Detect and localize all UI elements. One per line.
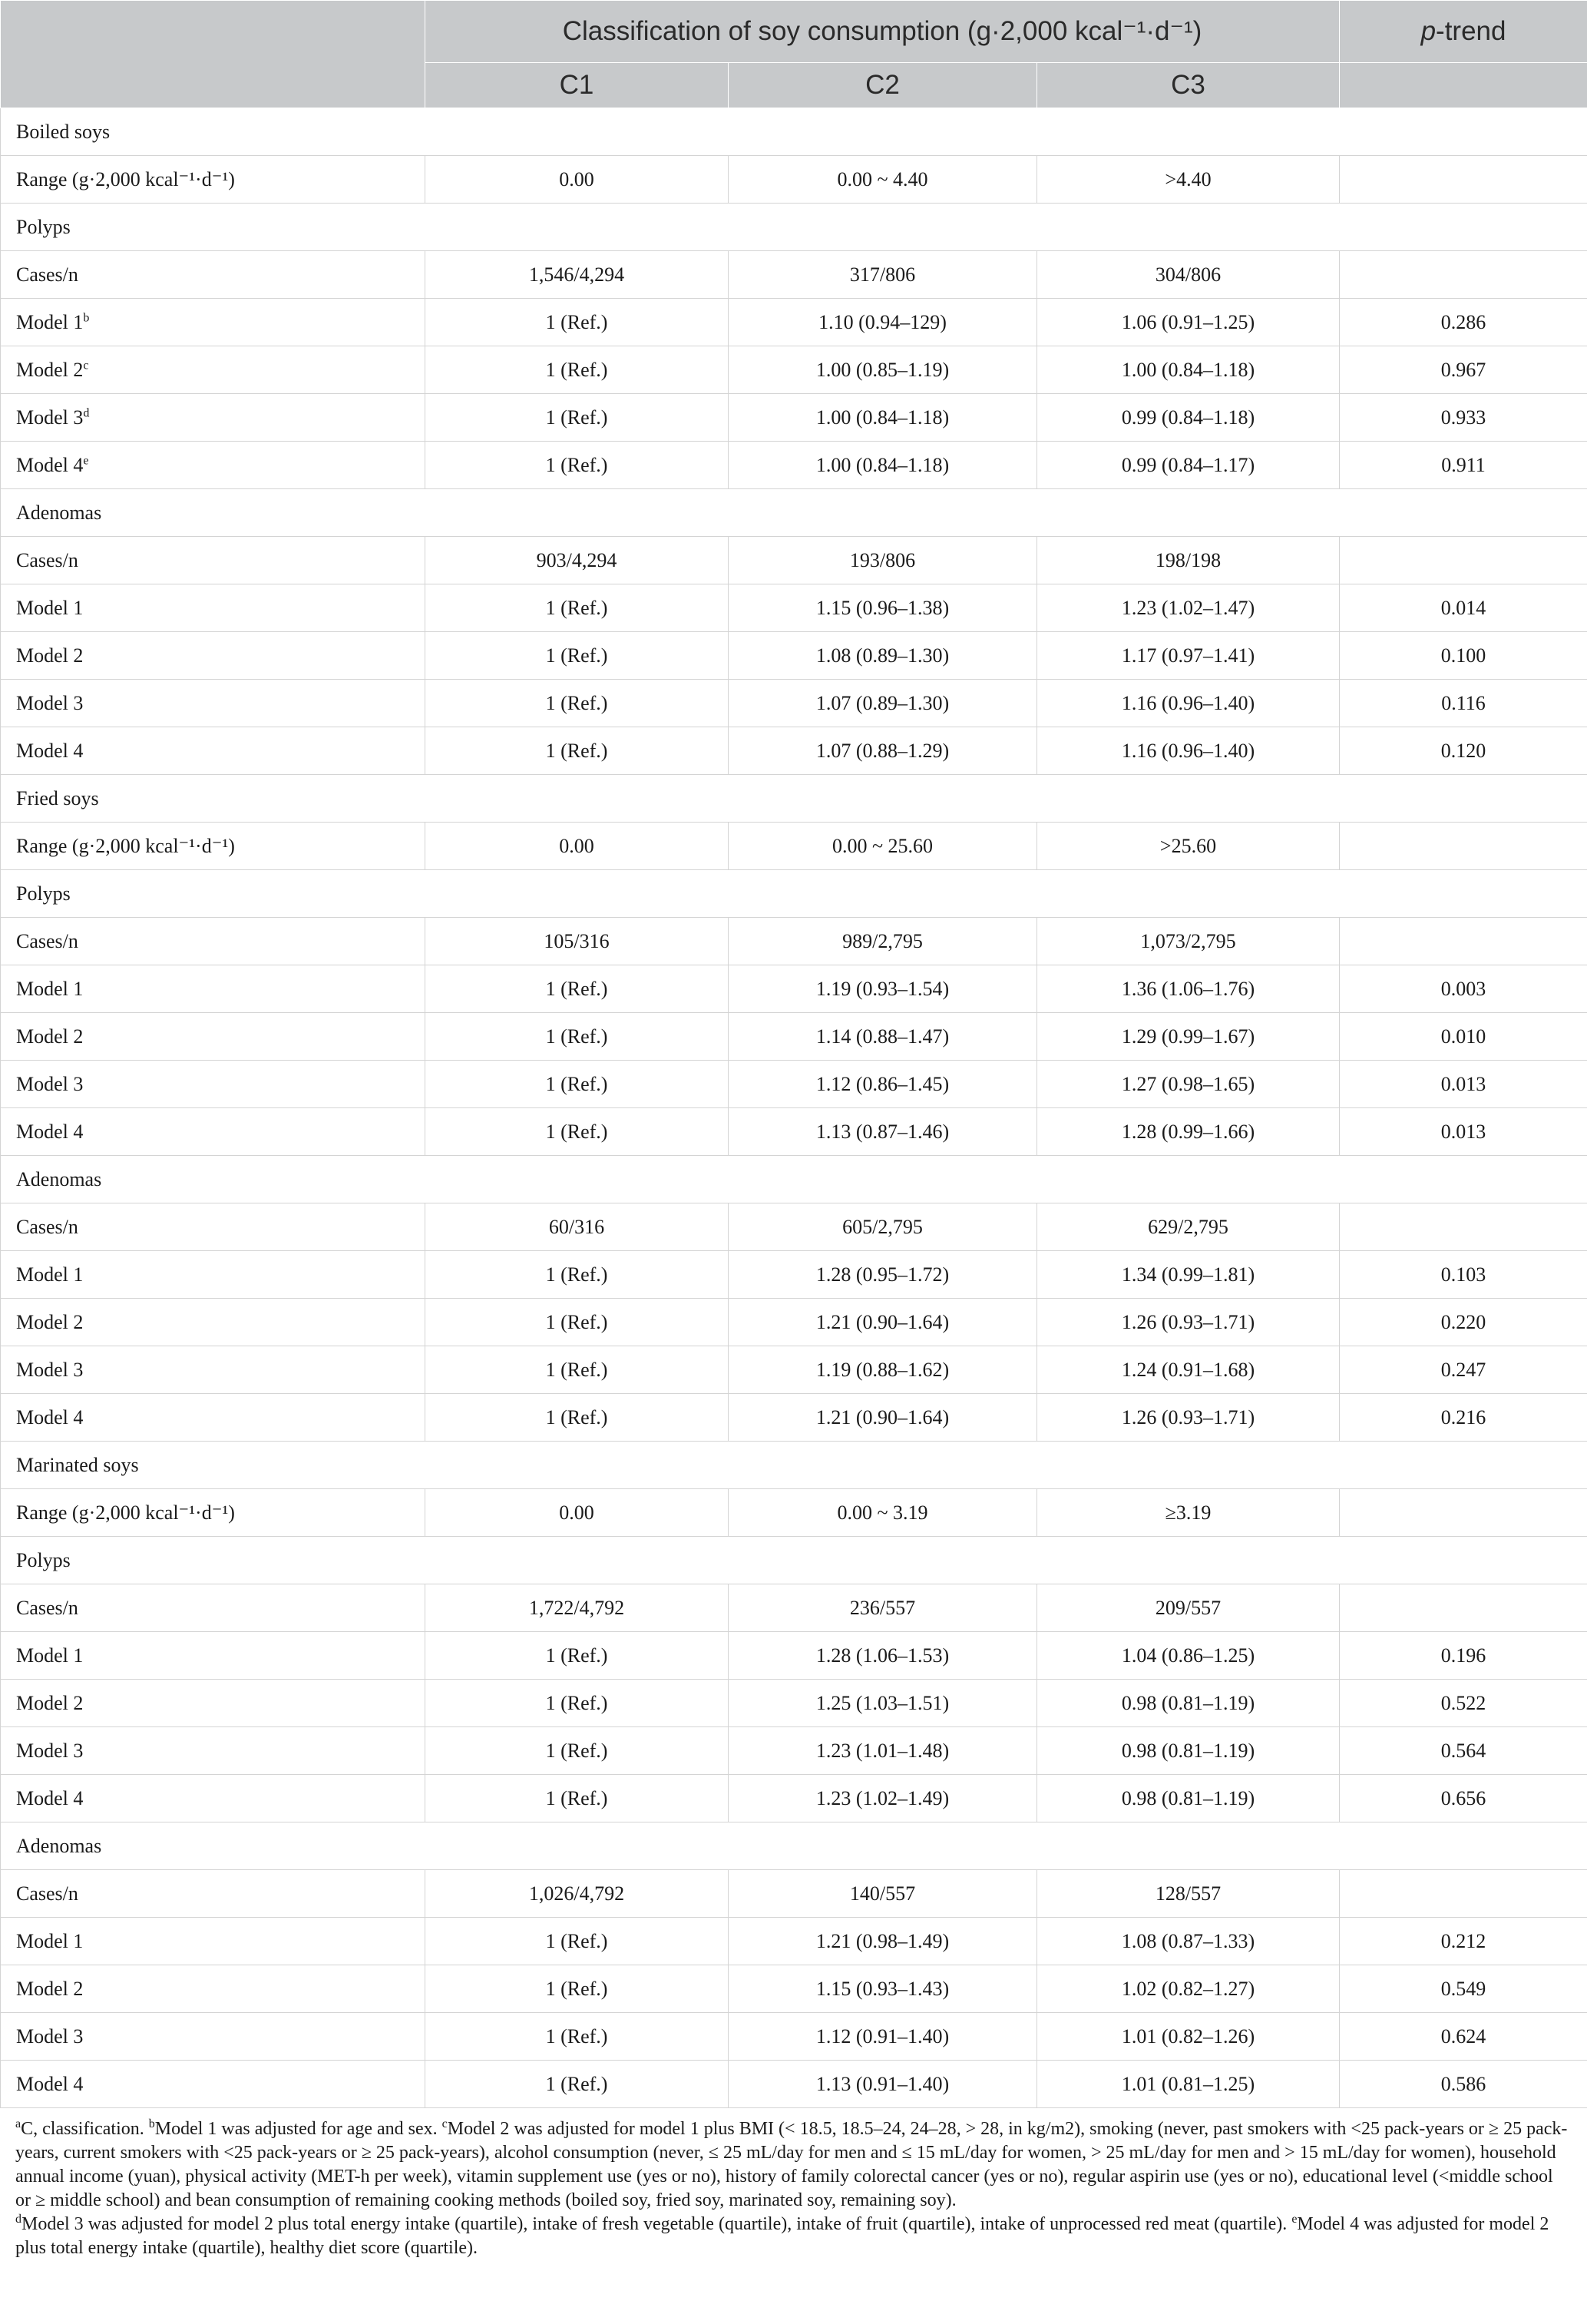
cell-c3: 1.17 (0.97–1.41): [1037, 632, 1340, 680]
table-row: [1, 1870, 1587, 1918]
cell-c2: 140/557: [729, 1870, 1037, 1918]
cell-c1: 0.00: [425, 1489, 729, 1537]
cell-c3: 1.26 (0.93–1.71): [1037, 1394, 1340, 1442]
row-label: [1, 1346, 425, 1394]
table-row: [1, 965, 1587, 1013]
cell-p-trend: 0.967: [1340, 346, 1587, 394]
table-row: [1, 1346, 1587, 1394]
table-row: [1, 680, 1587, 727]
cell-c2: 317/806: [729, 251, 1037, 299]
cell-c2: 193/806: [729, 537, 1037, 584]
row-label: [1, 346, 425, 394]
group-row: [1, 1537, 1587, 1584]
cell-c3: 1.29 (0.99–1.67): [1037, 1013, 1340, 1061]
cell-c1: 1 (Ref.): [425, 1680, 729, 1727]
row-label-text: Cases/n: [16, 1215, 78, 1238]
cell-c1: 60/316: [425, 1203, 729, 1251]
footnote-marker: b: [83, 310, 90, 324]
cell-c2: 1.00 (0.84–1.18): [729, 442, 1037, 489]
range-row: [1, 156, 1587, 204]
cell-c3: 1.00 (0.84–1.18): [1037, 346, 1340, 394]
cell-c1: 1 (Ref.): [425, 584, 729, 632]
cell-p-trend: 0.522: [1340, 1680, 1587, 1727]
cell-c1: 1 (Ref.): [425, 394, 729, 442]
cell-c3: 1.34 (0.99–1.81): [1037, 1251, 1340, 1299]
cell-c3: 1.27 (0.98–1.65): [1037, 1061, 1340, 1108]
cell-c1: 1 (Ref.): [425, 1299, 729, 1346]
table-row: [1, 1013, 1587, 1061]
row-label-text: Model 1: [16, 310, 84, 333]
section-label: Adenomas: [1, 1156, 1587, 1203]
cell-c3: 0.99 (0.84–1.17): [1037, 442, 1340, 489]
cell-c2: 236/557: [729, 1584, 1037, 1632]
cell-c2: 1.19 (0.88–1.62): [729, 1346, 1037, 1394]
cell-c3: 198/198: [1037, 537, 1340, 584]
cell-c3: 1.08 (0.87–1.33): [1037, 1918, 1340, 1965]
cell-c3: 1.28 (0.99–1.66): [1037, 1108, 1340, 1156]
table-row: [1, 1775, 1587, 1822]
cell-p-trend: 0.286: [1340, 299, 1587, 346]
cell-p-trend: [1340, 537, 1587, 584]
row-label: [1, 1870, 425, 1918]
cell-c1: 1 (Ref.): [425, 1965, 729, 2013]
cell-p-trend: [1340, 1584, 1587, 1632]
cell-c2: 1.12 (0.86–1.45): [729, 1061, 1037, 1108]
header-c2: C2: [729, 63, 1037, 108]
footnote-paragraph: [15, 2213, 1572, 2260]
table-row: [1, 394, 1587, 442]
cell-p-trend: 0.116: [1340, 680, 1587, 727]
cell-c1: 903/4,294: [425, 537, 729, 584]
row-label-text: Model 4: [16, 2072, 84, 2095]
section-label: Marinated soys: [1, 1442, 1587, 1489]
cell-c1: 1 (Ref.): [425, 680, 729, 727]
row-label-text: Model 4: [16, 739, 84, 762]
table-row: [1, 1918, 1587, 1965]
header-p-trend: p-trend: [1340, 1, 1587, 63]
table-row: [1, 346, 1587, 394]
row-label: [1, 918, 425, 965]
cell-c3: 0.99 (0.84–1.18): [1037, 394, 1340, 442]
row-label: [1, 727, 425, 775]
cell-c1: 1 (Ref.): [425, 727, 729, 775]
range-row: [1, 1489, 1587, 1537]
table-body: [1, 108, 1587, 2108]
cell-c1: 1 (Ref.): [425, 2013, 729, 2061]
cell-c2: 1.21 (0.90–1.64): [729, 1394, 1037, 1442]
table-row: [1, 2013, 1587, 2061]
row-label-text: Range (g·2,000 kcal⁻¹·d⁻¹): [16, 167, 235, 190]
cell-p-trend: 0.103: [1340, 1251, 1587, 1299]
row-label: [1, 823, 425, 870]
row-label: [1, 584, 425, 632]
cell-c2: 1.28 (0.95–1.72): [729, 1251, 1037, 1299]
cell-c3: 1.01 (0.82–1.26): [1037, 2013, 1340, 2061]
cell-c2: 0.00 ~ 4.40: [729, 156, 1037, 204]
row-label-text: Model 3: [16, 691, 84, 714]
section-label: Adenomas: [1, 489, 1587, 537]
section-label: Adenomas: [1, 1822, 1587, 1870]
cell-c3: 128/557: [1037, 1870, 1340, 1918]
header-c3: C3: [1037, 63, 1340, 108]
cell-p-trend: 0.586: [1340, 2061, 1587, 2108]
cell-c2: 1.00 (0.85–1.19): [729, 346, 1037, 394]
row-label-text: Cases/n: [16, 1596, 78, 1619]
table-row: [1, 1965, 1587, 2013]
cell-p-trend: 0.656: [1340, 1775, 1587, 1822]
section-label: Polyps: [1, 870, 1587, 918]
table-row: [1, 1727, 1587, 1775]
cell-c2: 1.07 (0.89–1.30): [729, 680, 1037, 727]
cell-c2: 1.13 (0.87–1.46): [729, 1108, 1037, 1156]
cell-c2: 1.12 (0.91–1.40): [729, 2013, 1037, 2061]
cell-c1: 1 (Ref.): [425, 299, 729, 346]
footnote-text: Model 4 was adjusted for model 2 plus total energy intake (quartile), healthy diet score (quartile).: [15, 2214, 1549, 2258]
section-label: Polyps: [1, 204, 1587, 251]
row-label: [1, 156, 425, 204]
row-label-text: Model 2: [16, 1977, 84, 2000]
cell-c2: 1.28 (1.06–1.53): [729, 1632, 1037, 1680]
cell-c1: 1,546/4,294: [425, 251, 729, 299]
cell-p-trend: [1340, 1203, 1587, 1251]
row-label: [1, 1584, 425, 1632]
row-label: [1, 1251, 425, 1299]
row-label-text: Model 3: [16, 1739, 84, 1762]
row-label-text: Cases/n: [16, 1882, 78, 1905]
row-label: [1, 1203, 425, 1251]
cell-p-trend: 0.014: [1340, 584, 1587, 632]
row-label-text: Model 3: [16, 2024, 84, 2048]
cell-c1: 1 (Ref.): [425, 1727, 729, 1775]
table-row: [1, 584, 1587, 632]
footnote-text: Model 3 was adjusted for model 2 plus total energy intake (quartile), intake of fresh vegetable (quartile), intake of fruit (quartile), intake of unprocessed red meat (quartile).: [21, 2214, 1292, 2234]
cell-p-trend: 0.216: [1340, 1394, 1587, 1442]
row-label: [1, 1013, 425, 1061]
group-row: [1, 204, 1587, 251]
cell-c1: 0.00: [425, 823, 729, 870]
row-label: [1, 1632, 425, 1680]
header-c1: C1: [425, 63, 729, 108]
cell-c3: 1.24 (0.91–1.68): [1037, 1346, 1340, 1394]
cell-c3: >25.60: [1037, 823, 1340, 870]
table-row: [1, 2061, 1587, 2108]
row-label-text: Cases/n: [16, 263, 78, 286]
table-row: [1, 1108, 1587, 1156]
cell-p-trend: 0.100: [1340, 632, 1587, 680]
table-row: [1, 1061, 1587, 1108]
cell-c3: 0.98 (0.81–1.19): [1037, 1775, 1340, 1822]
cell-p-trend: 0.013: [1340, 1108, 1587, 1156]
row-label-text: Range (g·2,000 kcal⁻¹·d⁻¹): [16, 1501, 235, 1524]
header-classification-title: Classification of soy consumption (g·2,000 kcal⁻¹·d⁻¹): [425, 1, 1340, 63]
row-label-text: Range (g·2,000 kcal⁻¹·d⁻¹): [16, 834, 235, 857]
group-row: [1, 1156, 1587, 1203]
row-label: [1, 1489, 425, 1537]
row-label-text: Model 3: [16, 1358, 84, 1381]
row-label-text: Model 2: [16, 358, 84, 381]
cell-p-trend: [1340, 156, 1587, 204]
cell-c3: 1.26 (0.93–1.71): [1037, 1299, 1340, 1346]
cell-c3: 1,073/2,795: [1037, 918, 1340, 965]
row-label: [1, 1394, 425, 1442]
cell-c3: 1.02 (0.82–1.27): [1037, 1965, 1340, 2013]
group-row: [1, 1822, 1587, 1870]
cell-p-trend: 0.212: [1340, 1918, 1587, 1965]
row-label-text: Model 1: [16, 596, 84, 619]
cell-c2: 1.15 (0.96–1.38): [729, 584, 1037, 632]
row-label-text: Model 2: [16, 644, 84, 667]
footnote-marker: e: [1291, 2213, 1298, 2226]
cell-c1: 1 (Ref.): [425, 1775, 729, 1822]
row-label-text: Model 4: [16, 453, 84, 476]
row-label-text: Cases/n: [16, 548, 78, 571]
footnote-marker: e: [83, 453, 89, 467]
section-row: [1, 108, 1587, 156]
cell-c1: 1 (Ref.): [425, 632, 729, 680]
cell-c1: 1 (Ref.): [425, 1632, 729, 1680]
row-label: [1, 442, 425, 489]
cell-c2: 1.14 (0.88–1.47): [729, 1013, 1037, 1061]
table-row: [1, 632, 1587, 680]
table-row: [1, 442, 1587, 489]
cell-c3: >4.40: [1037, 156, 1340, 204]
row-label-text: Model 4: [16, 1405, 84, 1428]
table-row: [1, 299, 1587, 346]
table-row: [1, 1299, 1587, 1346]
row-label-text: Model 2: [16, 1310, 84, 1333]
cell-p-trend: 0.247: [1340, 1346, 1587, 1394]
row-label: [1, 2013, 425, 2061]
row-label-text: Model 1: [16, 1644, 84, 1667]
cell-c2: 0.00 ~ 25.60: [729, 823, 1037, 870]
cell-c1: 1 (Ref.): [425, 1251, 729, 1299]
cell-c1: 1 (Ref.): [425, 1013, 729, 1061]
footnote-marker: d: [15, 2213, 21, 2226]
cell-c2: 1.23 (1.02–1.49): [729, 1775, 1037, 1822]
row-label: [1, 537, 425, 584]
cell-c2: 1.21 (0.98–1.49): [729, 1918, 1037, 1965]
footnote-marker: c: [441, 2117, 448, 2130]
row-label: [1, 1061, 425, 1108]
cell-c1: 1 (Ref.): [425, 2061, 729, 2108]
row-label-text: Model 1: [16, 1263, 84, 1286]
cell-c2: 1.25 (1.03–1.51): [729, 1680, 1037, 1727]
cell-c3: 1.06 (0.91–1.25): [1037, 299, 1340, 346]
cell-c3: 0.98 (0.81–1.19): [1037, 1727, 1340, 1775]
cell-c2: 1.08 (0.89–1.30): [729, 632, 1037, 680]
cell-p-trend: [1340, 823, 1587, 870]
cell-c1: 1,722/4,792: [425, 1584, 729, 1632]
row-label: [1, 1727, 425, 1775]
cell-c3: 1.04 (0.86–1.25): [1037, 1632, 1340, 1680]
row-label-text: Model 3: [16, 406, 84, 429]
table-row: [1, 1680, 1587, 1727]
footnote-text: Model 2 was adjusted for model 1 plus BMI (< 18.5, 18.5–24, 24–28, > 28, in kg/m2), smoking (never, past smokers with <25 pack-years or ≥ 25 pack-years, current smokers with <25 pack-years or ≥ 25 pack-years), alcohol consumption (never, ≤ 25 mL/day for men and ≤ 15 mL/day for women, > 25 mL/day for men and > 15 mL/day for women), household annual income (yuan), physical activity (MET-h per week), vitamin supplement use (yes or no), history of family colorectal cancer (yes or no), regular aspirin use (yes or no), educational level (<middle school or ≥ middle school) and bean consumption of remaining cooking methods (boiled soy, fried soy, marinated soy, remaining soy).: [15, 2119, 1568, 2210]
cell-c3: 0.98 (0.81–1.19): [1037, 1680, 1340, 1727]
group-row: [1, 870, 1587, 918]
row-label: [1, 1299, 425, 1346]
row-label: [1, 965, 425, 1013]
header-empty-ptrend: [1340, 63, 1587, 108]
section-label: Polyps: [1, 1537, 1587, 1584]
row-label: [1, 1775, 425, 1822]
table-row: [1, 1394, 1587, 1442]
cell-p-trend: 0.933: [1340, 394, 1587, 442]
table-row: [1, 1203, 1587, 1251]
table-footnotes: [0, 2108, 1572, 2260]
cell-c2: 1.15 (0.93–1.43): [729, 1965, 1037, 2013]
row-label-text: Model 4: [16, 1786, 84, 1809]
cell-p-trend: 0.220: [1340, 1299, 1587, 1346]
cell-c3: 304/806: [1037, 251, 1340, 299]
cell-c3: 209/557: [1037, 1584, 1340, 1632]
footnote-marker: c: [83, 358, 89, 372]
footnote-text: Model 1 was adjusted for age and sex.: [154, 2119, 442, 2139]
table-row: [1, 727, 1587, 775]
row-label: [1, 394, 425, 442]
row-label: [1, 1680, 425, 1727]
cell-c3: 1.01 (0.81–1.25): [1037, 2061, 1340, 2108]
table-row: [1, 537, 1587, 584]
cell-c1: 1 (Ref.): [425, 346, 729, 394]
cell-c2: 1.19 (0.93–1.54): [729, 965, 1037, 1013]
cell-p-trend: [1340, 918, 1587, 965]
table-row: [1, 251, 1587, 299]
cell-c3: 1.36 (1.06–1.76): [1037, 965, 1340, 1013]
cell-p-trend: [1340, 1870, 1587, 1918]
cell-c3: ≥3.19: [1037, 1489, 1340, 1537]
cell-c1: 1 (Ref.): [425, 1108, 729, 1156]
cell-c2: 1.00 (0.84–1.18): [729, 394, 1037, 442]
cell-p-trend: 0.120: [1340, 727, 1587, 775]
row-label: [1, 299, 425, 346]
cell-p-trend: 0.624: [1340, 2013, 1587, 2061]
cell-p-trend: 0.003: [1340, 965, 1587, 1013]
row-label-text: Model 2: [16, 1691, 84, 1714]
cell-c3: 629/2,795: [1037, 1203, 1340, 1251]
row-label: [1, 680, 425, 727]
cell-c1: 1 (Ref.): [425, 442, 729, 489]
footnote-marker: b: [148, 2117, 155, 2130]
footnote-text: C, classification.: [21, 2119, 149, 2139]
row-label-text: Model 1: [16, 977, 84, 1000]
section-row: [1, 775, 1587, 823]
cell-c1: 105/316: [425, 918, 729, 965]
table-row: [1, 1632, 1587, 1680]
cell-p-trend: 0.549: [1340, 1965, 1587, 2013]
footnote-marker: d: [83, 406, 90, 419]
row-label-text: Model 1: [16, 1929, 84, 1952]
cell-c2: 0.00 ~ 3.19: [729, 1489, 1037, 1537]
row-label: [1, 1965, 425, 2013]
table-row: [1, 1251, 1587, 1299]
section-row: [1, 1442, 1587, 1489]
row-label: [1, 632, 425, 680]
footnote-paragraph: [15, 2117, 1572, 2213]
cell-c1: 1 (Ref.): [425, 1061, 729, 1108]
cell-c2: 1.07 (0.88–1.29): [729, 727, 1037, 775]
cell-p-trend: [1340, 1489, 1587, 1537]
row-label: [1, 1918, 425, 1965]
header-empty-cell: [1, 1, 425, 108]
cell-c2: 1.13 (0.91–1.40): [729, 2061, 1037, 2108]
cell-c1: 1 (Ref.): [425, 1394, 729, 1442]
cell-c2: 1.23 (1.01–1.48): [729, 1727, 1037, 1775]
section-label: Fried soys: [1, 775, 1587, 823]
cell-c2: 1.10 (0.94–129): [729, 299, 1037, 346]
row-label: [1, 251, 425, 299]
cell-c1: 1,026/4,792: [425, 1870, 729, 1918]
group-row: [1, 489, 1587, 537]
range-row: [1, 823, 1587, 870]
cell-c1: 1 (Ref.): [425, 965, 729, 1013]
row-label-text: Cases/n: [16, 929, 78, 952]
cell-p-trend: [1340, 251, 1587, 299]
table-row: [1, 918, 1587, 965]
table-row: [1, 1584, 1587, 1632]
row-label-text: Model 3: [16, 1072, 84, 1095]
cell-p-trend: 0.911: [1340, 442, 1587, 489]
row-label-text: Model 4: [16, 1120, 84, 1143]
cell-c1: 0.00: [425, 156, 729, 204]
cell-p-trend: 0.196: [1340, 1632, 1587, 1680]
cell-c2: 989/2,795: [729, 918, 1037, 965]
footnote-marker: a: [15, 2117, 21, 2130]
cell-p-trend: 0.564: [1340, 1727, 1587, 1775]
cell-p-trend: 0.013: [1340, 1061, 1587, 1108]
row-label-text: Model 2: [16, 1025, 84, 1048]
cell-c1: 1 (Ref.): [425, 1918, 729, 1965]
section-label: Boiled soys: [1, 108, 1587, 156]
cell-c3: 1.23 (1.02–1.47): [1037, 584, 1340, 632]
row-label: [1, 2061, 425, 2108]
cell-c1: 1 (Ref.): [425, 1346, 729, 1394]
cell-c3: 1.16 (0.96–1.40): [1037, 727, 1340, 775]
cell-c2: 1.21 (0.90–1.64): [729, 1299, 1037, 1346]
cell-p-trend: 0.010: [1340, 1013, 1587, 1061]
cell-c2: 605/2,795: [729, 1203, 1037, 1251]
row-label: [1, 1108, 425, 1156]
cell-c3: 1.16 (0.96–1.40): [1037, 680, 1340, 727]
